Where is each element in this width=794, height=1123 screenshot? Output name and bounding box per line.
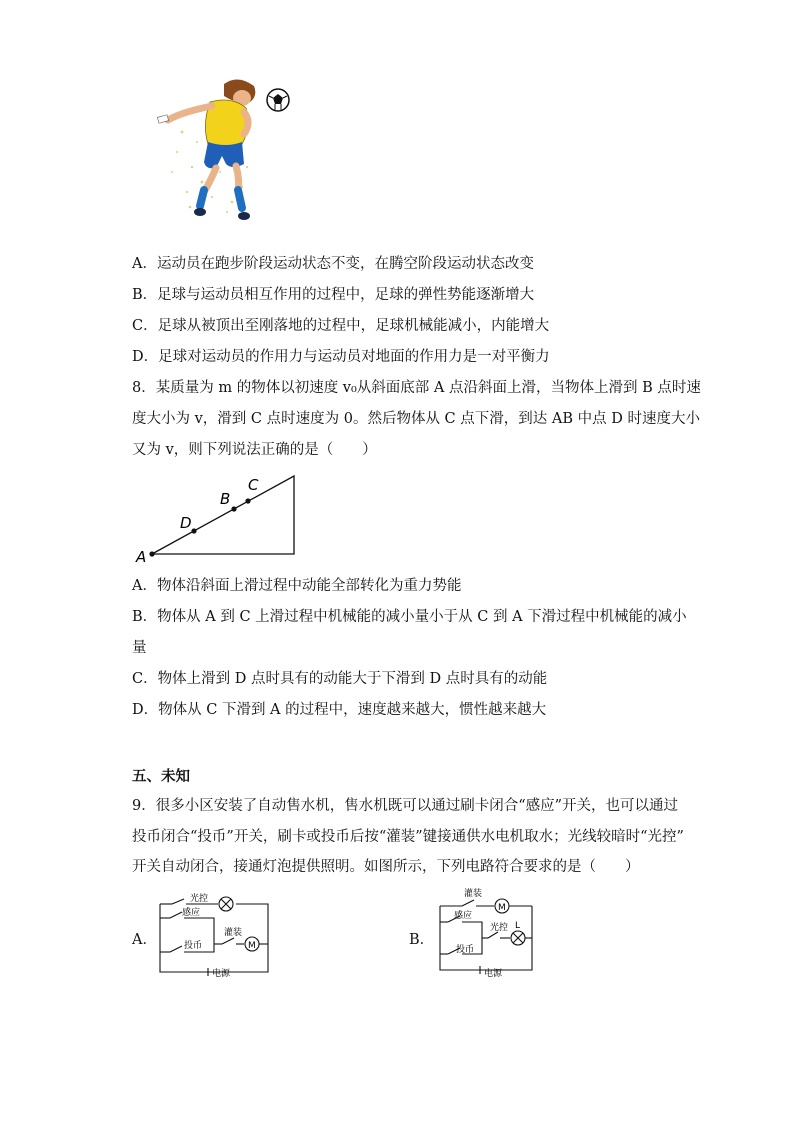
q7-option-a: A．运动员在跑步阶段运动状态不变，在腾空阶段运动状态改变 xyxy=(132,256,534,272)
circuit-a-diagram xyxy=(156,890,272,978)
q8-stem-line-3: 又为 v，则下列说法正确的是（ ） xyxy=(132,442,377,458)
q8-stem-line-1: 8．某质量为 m 的物体以初速度 v₀从斜面底部 A 点沿斜面上滑，当物体上滑到 B 点时速 xyxy=(132,380,701,396)
circuit-a-light-ctrl-label: 光控 xyxy=(190,894,209,904)
circuit-b-fill-label: 灌装 xyxy=(464,889,483,899)
q8-option-a: A．物体沿斜面上滑过程中动能全部转化为重力势能 xyxy=(132,578,462,594)
q7-option-d: D．足球对运动员的作用力与运动员对地面的作用力是一对平衡力 xyxy=(132,349,550,365)
q8-option-c: C．物体上滑到 D 点时具有的动能大于下滑到 D 点时具有的动能 xyxy=(132,671,548,687)
circuit-b-coin-label: 投币 xyxy=(456,945,475,955)
circuit-a-motor-label: M xyxy=(248,941,256,951)
point-b xyxy=(231,506,236,511)
circuit-b-sense-label: 感应 xyxy=(454,911,473,921)
circuit-a-power-label: 电源 xyxy=(212,969,231,978)
soccer-player-illustration xyxy=(132,72,302,232)
q8-option-b-line-1: B．物体从 A 到 C 上滑过程中机械能的减小量小于从 C 到 A 下滑过程中机械能的减小 xyxy=(132,609,687,625)
q7-option-c: C．足球从被顶出至刚落地的过程中，足球机械能减小，内能增大 xyxy=(132,318,550,334)
q9-stem-line-1: 9．很多小区安装了自动售水机，售水机既可以通过刷卡闭合“感应”开关，也可以通过 xyxy=(132,798,679,814)
circuit-a-sense-label: 感应 xyxy=(182,908,201,918)
circuit-b-power-label: 电源 xyxy=(484,969,503,978)
q9-stem-line-2: 投币闭合“投币”开关，刷卡或投币后按“灌装”键接通供水电机取水；光线较暗时“光控” xyxy=(132,829,684,845)
label-c: C xyxy=(248,476,259,494)
label-b: B xyxy=(220,490,231,508)
soccer-ball-icon xyxy=(267,89,289,111)
section-title: 五、未知 xyxy=(132,768,190,785)
circuit-a-option-label: A． xyxy=(132,932,157,948)
label-a: A xyxy=(136,548,147,566)
label-d: D xyxy=(180,514,192,532)
point-d xyxy=(191,528,196,533)
circuit-a-fill-label: 灌装 xyxy=(224,928,243,938)
q8-option-d: D．物体从 C 下滑到 A 的过程中，速度越来越大，惯性越来越大 xyxy=(132,702,547,718)
q8-stem-line-2: 度大小为 v，滑到 C 点时速度为 0。然后物体从 C 点下滑，到达 AB 中点 D 时速度大小 xyxy=(132,411,700,427)
q7-option-b: B．足球与运动员相互作用的过程中，足球的弹性势能逐渐增大 xyxy=(132,287,535,303)
circuit-b-motor-label: M xyxy=(498,903,506,913)
circuit-a-coin-label: 投币 xyxy=(184,941,203,951)
incline-diagram xyxy=(132,468,302,568)
circuit-b-lamp-label: L xyxy=(515,921,521,931)
circuit-b-diagram xyxy=(436,886,536,978)
point-c xyxy=(245,498,250,503)
q8-option-b-line-2: 量 xyxy=(132,640,147,656)
circuit-b-option-label: B． xyxy=(409,932,435,948)
circuit-b-light-ctrl-label: 光控 xyxy=(490,923,509,933)
q9-stem-line-3: 开关自动闭合，接通灯泡提供照明。如图所示，下列电路符合要求的是（ ） xyxy=(132,859,640,875)
point-a xyxy=(149,551,154,556)
